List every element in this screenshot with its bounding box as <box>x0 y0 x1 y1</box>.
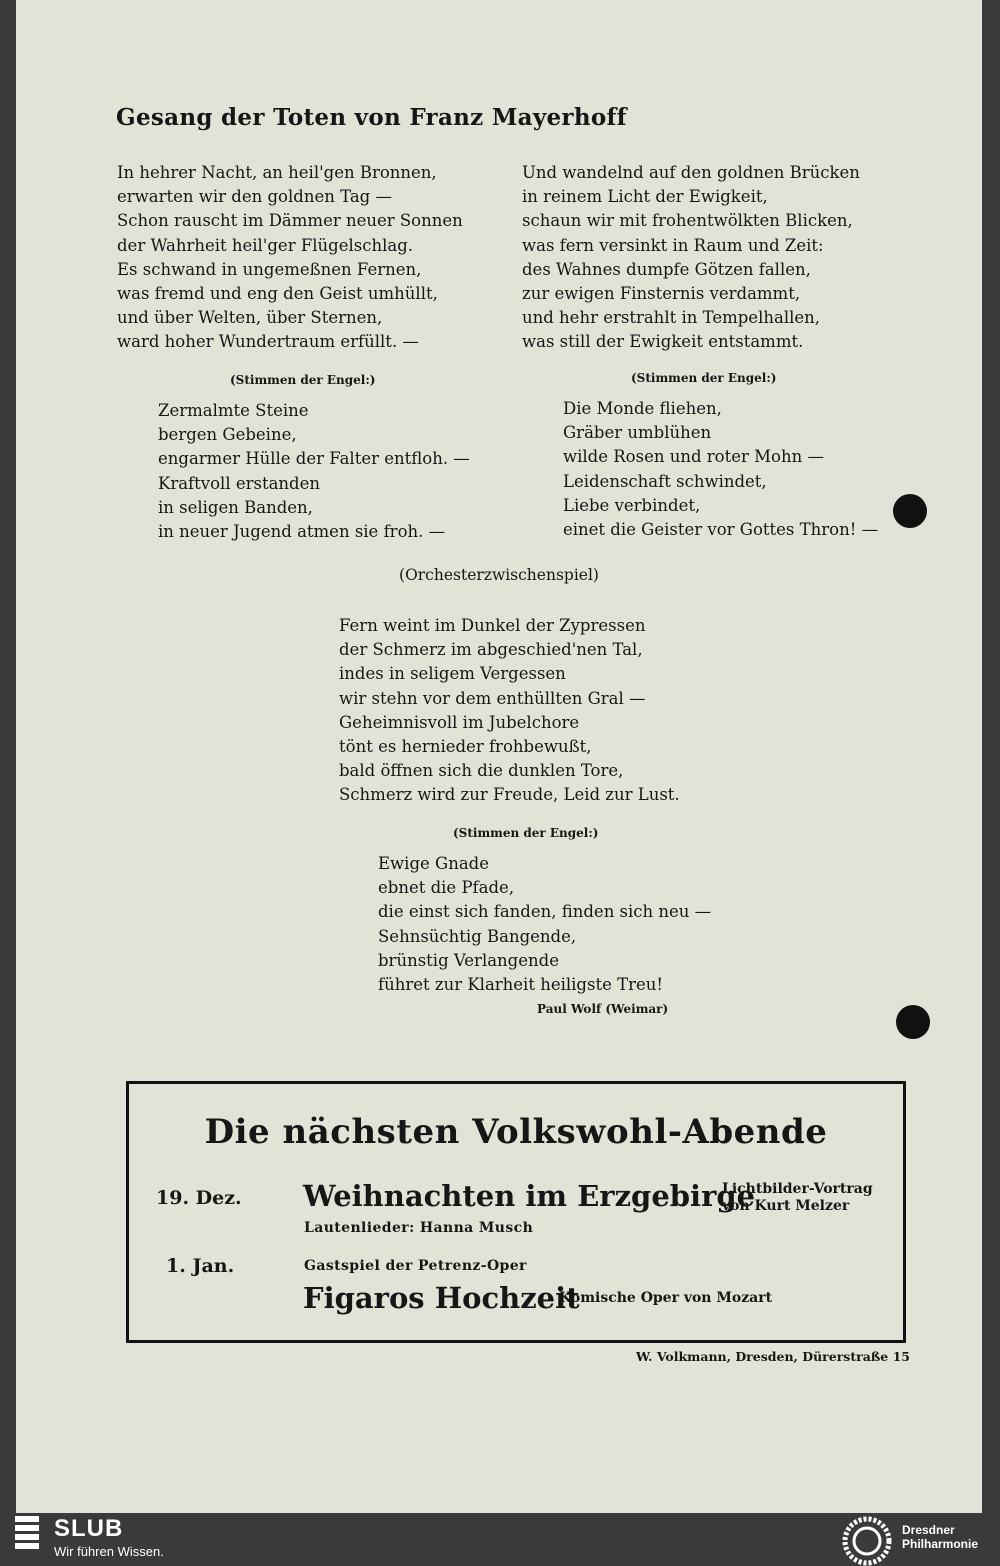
verse-line: die einst sich fanden, finden sich neu — <box>378 902 712 922</box>
verse-line: was fern versinkt in Raum und Zeit: <box>522 235 824 255</box>
punch-hole <box>893 494 927 528</box>
library-name: SLUB <box>54 1515 124 1542</box>
punch-hole <box>896 1005 930 1039</box>
angels-label-right: (Stimmen der Engel:) <box>631 371 777 385</box>
verse-line: der Schmerz im abgeschied'nen Tal, <box>339 640 643 660</box>
verse-line: wir stehn vor dem enthüllten Gral — <box>339 688 646 708</box>
partner-name <box>902 1523 978 1551</box>
verse-line: Fern weint im Dunkel der Zypressen <box>339 616 646 635</box>
footer-bar <box>0 1513 1000 1565</box>
verse-line: erwarten wir den goldnen Tag — <box>117 187 392 207</box>
event-note-line: von Kurt Melzer <box>722 1198 850 1214</box>
library-tagline: Wir führen Wissen. <box>54 1544 164 1559</box>
center-stanza <box>339 614 680 808</box>
event-title: Weihnachten im Erzgebirge <box>303 1179 756 1213</box>
event-note-line: Lichtbilder-Vortrag <box>722 1181 873 1197</box>
event-subtitle: Gastspiel der Petrenz-Oper <box>304 1258 527 1274</box>
right-stanza <box>522 161 860 355</box>
verse-line: was still der Ewigkeit entstammt. <box>522 332 804 352</box>
printer-imprint: W. Volkmann, Dresden, Dürerstraße 15 <box>636 1349 910 1364</box>
announcement-heading: Die nächsten Volkswohl-Abende <box>204 1112 828 1152</box>
verse-line: bergen Gebeine, <box>158 425 297 445</box>
verse-line: Gräber umblühen <box>563 423 712 443</box>
event-note: Komische Oper von Mozart <box>559 1290 773 1306</box>
philharmonie-logo-icon <box>842 1516 892 1566</box>
verse-line: Leidenschaft schwindet, <box>563 471 767 491</box>
verse-line: führet zur Klarheit heiligste Treu! <box>378 974 664 994</box>
verse-line: Schmerz wird zur Freude, Leid zur Lust. <box>339 785 680 805</box>
verse-line: Sehnsüchtig Bangende, <box>378 926 577 946</box>
angels-label-final: (Stimmen der Engel:) <box>453 826 599 840</box>
announcement-box <box>126 1081 906 1343</box>
partner-name-line: Philharmonie <box>902 1537 979 1551</box>
slub-logo-icon <box>15 1516 39 1554</box>
angels-label-left: (Stimmen der Engel:) <box>230 373 376 387</box>
final-angels-stanza <box>378 852 711 997</box>
verse-line: in reinem Licht der Ewigkeit, <box>522 187 768 207</box>
verse-line: ward hoher Wundertraum erfüllt. — <box>117 332 419 352</box>
verse-line: was fremd und eng den Geist umhüllt, <box>117 283 438 303</box>
verse-line: Es schwand in ungemeßnen Fernen, <box>117 259 422 279</box>
verse-line: engarmer Hülle der Falter entfloh. — <box>158 449 470 469</box>
event-title: Figaros Hochzeit <box>303 1281 580 1315</box>
verse-line: Liebe verbindet, <box>563 495 701 515</box>
verse-line: ebnet die Pfade, <box>378 878 515 898</box>
verse-line: wilde Rosen und roter Mohn — <box>563 447 824 467</box>
partner-name-line: Dresdner <box>902 1523 955 1537</box>
verse-line: indes in seligem Vergessen <box>339 664 566 684</box>
event-subtitle: Lautenlieder: Hanna Musch <box>304 1220 534 1236</box>
left-stanza <box>117 161 463 355</box>
verse-line: brünstig Verlangende <box>378 950 559 970</box>
poem-author: Paul Wolf (Weimar) <box>537 1002 669 1016</box>
verse-line: tönt es hernieder frohbewußt, <box>339 736 592 756</box>
verse-line: der Wahrheit heil'ger Flügelschlag. <box>117 235 414 255</box>
verse-line: einet die Geister vor Gottes Thron! — <box>563 519 879 539</box>
verse-line: Geheimnisvoll im Jubelchore <box>339 712 580 732</box>
verse-line: und hehr erstrahlt in Tempelhallen, <box>522 308 821 328</box>
verse-line: des Wahnes dumpfe Götzen fallen, <box>522 259 811 279</box>
document-page <box>16 0 982 1513</box>
left-angels-stanza <box>158 399 470 544</box>
event-date: 19. Dez. <box>156 1187 242 1209</box>
verse-line: Und wandelnd auf den goldnen Brücken <box>522 163 860 182</box>
verse-line: Schon rauscht im Dämmer neuer Sonnen <box>117 211 463 231</box>
verse-line: und über Welten, über Sternen, <box>117 308 383 328</box>
verse-line: zur ewigen Finsternis verdammt, <box>522 283 801 303</box>
verse-line: Kraftvoll erstanden <box>158 473 321 493</box>
verse-line: Ewige Gnade <box>378 854 489 873</box>
verse-line: in seligen Banden, <box>158 497 313 517</box>
poem-title: Gesang der Toten von Franz Mayerhoff <box>116 104 627 131</box>
verse-line: schaun wir mit frohentwölkten Blicken, <box>522 211 853 231</box>
verse-line: In hehrer Nacht, an heil'gen Bronnen, <box>117 163 437 182</box>
verse-line: Die Monde fliehen, <box>563 399 722 418</box>
event-date: 1. Jan. <box>166 1255 235 1277</box>
event-note <box>722 1181 873 1215</box>
verse-line: Zermalmte Steine <box>158 401 309 420</box>
verse-line: in neuer Jugend atmen sie froh. — <box>158 521 446 541</box>
right-angels-stanza <box>563 397 878 542</box>
verse-line: bald öffnen sich die dunklen Tore, <box>339 761 624 781</box>
interlude-label: (Orchesterzwischenspiel) <box>399 566 599 584</box>
